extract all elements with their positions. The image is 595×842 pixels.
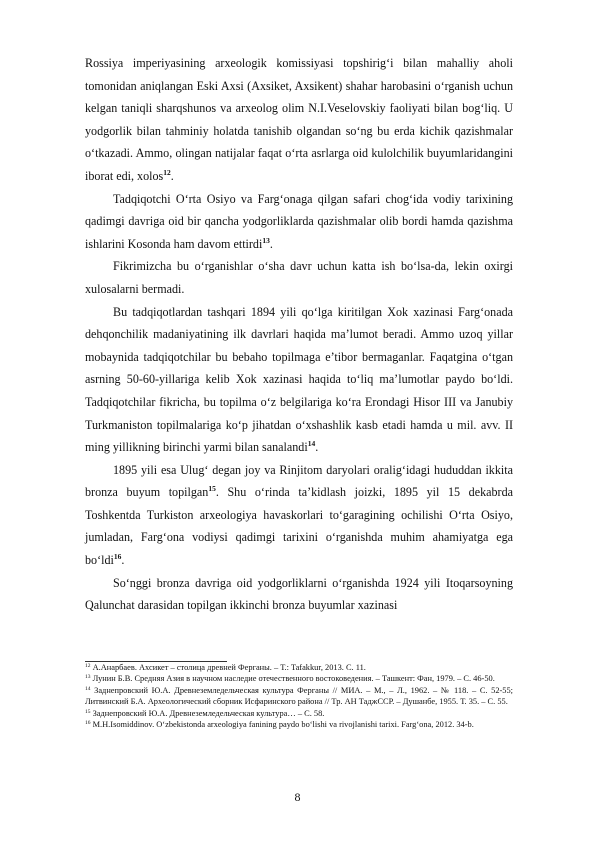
footnote-number: 16 <box>85 720 91 727</box>
footnote-ref-13[interactable]: 13 <box>262 235 270 245</box>
footnote-14 <box>85 685 513 708</box>
footnotes <box>85 662 513 730</box>
footnote-ref-15[interactable]: 15 <box>208 484 216 494</box>
footnote-number: 15 <box>85 708 91 715</box>
footnote-12 <box>85 662 513 673</box>
paragraph-4 <box>85 301 513 459</box>
main-text <box>85 52 513 617</box>
footnote-ref-16[interactable]: 16 <box>113 552 122 562</box>
paragraph-1 <box>85 52 513 188</box>
page-number: 8 <box>294 790 301 804</box>
paragraph-6: So‘nggi bronza davriga oid yodgorliklarni o‘rganishda 1924 yili Itoqarsoyning Qalunchat darasidan topilgan ikkinchi bronza buyumlar xazinasi <box>85 575 513 613</box>
paragraph-1-text: Rossiya imperiyasining arxeologik komissiyasi topshirig‘i bilan mahalliy aholi tomonidan aniqlangan Eski Axsi (Axsiket, Axsikent) shahar harobasini o‘rganish uchun kelgan taniqli sharqshunos va arxeolog olim N.I.Veselovskiy faoliyati bilan bog‘liq. U yodgorlik bilan tahminiy holatda tanishib olgandan so‘ng bu erda kichik qazishmalar o‘tkazadi. Ammo, olingan natijalar faqat o‘rta asrlarga oid kulolchilik buyumlaridangini iborat edi, xolos <box>85 56 513 183</box>
paragraph-2 <box>85 188 513 256</box>
paragraph-5 <box>85 459 513 572</box>
footnote-text: Заднепровский Ю.А. Древнеземледельческая культура Ферганы // МИА. – М., – Л., 1962. – № 118. – С. 52-55; Литвинский Б.А. Археологический сборник Исфаринского района // Тр. АН ТаджССР. – Душанбе, 1955. Т. 35. – С. 55. <box>85 685 514 707</box>
footnote-text: Заднепровский Ю.А. Древнеземледельческая культура… – С. 58. <box>92 708 325 718</box>
footnote-number: 12 <box>85 663 91 669</box>
footnote-number: 14 <box>85 685 91 692</box>
footnote-13 <box>85 673 513 684</box>
footnote-text: Лунин Б.В. Средняя Азия в научном наследие отечественного востоковедения. – Ташкент: Фан, 1979. – С. 46-50. <box>92 674 495 684</box>
paragraph-2-end: . <box>269 236 273 251</box>
paragraph-5-text-b: . Shu o‘rinda ta’kidlash joizki, 1895 yil 15 dekabrda Toshkentda Turkiston arxeologiya havaskorlari to‘garagining ochilishi O‘rta Osiyo, jumladan, Farg‘ona vodiysi qadimgi tarixini o‘rganishda muhim ahamiyatga ega bo‘ldi <box>85 485 513 568</box>
paragraph-4-end: . <box>315 440 319 455</box>
footnote-15 <box>85 708 513 719</box>
paragraph-1-end: . <box>170 168 174 183</box>
footnote-16 <box>85 719 513 730</box>
paragraph-3: Fikrimizcha bu o‘rganishlar o‘sha davr uchun katta ish bo‘lsa-da, lekin oxirgi xulosalarni bermadi. <box>85 259 513 296</box>
footnote-number: 13 <box>85 674 91 681</box>
paragraph-2-text: Tadqiqotchi O‘rta Osiyo va Farg‘onaga qilgan safari chog‘ida vodiy tarixining qadimgi davriga oid bir qancha yodgorliklarda qazishmalar olib bordi hamda qazishma ishlarini Kosonda ham davom ettirdi <box>85 191 513 251</box>
footnote-text: M.H.Isomiddinov. O‘zbekistonda arxeologiya fanining paydo bo‘lishi va rivojlanishi tarixi. Farg‘ona, 2012. 34-b. <box>92 720 474 730</box>
footnote-text: А.Анарбаев. Ахсикет – столица древней Ферганы. – Т.: Tafakkur, 2013. С. 11. <box>92 663 366 672</box>
footnote-ref-14[interactable]: 14 <box>307 439 316 449</box>
paragraph-5-end: . <box>121 553 125 568</box>
paragraph-5-text-a: 1895 yili esa Ulug‘ degan joy va Rinjitom daryolari oralig‘idagi hududdan ikkita bronza buyum topilgan <box>85 462 513 500</box>
paragraph-4-text: Bu tadqiqotlardan tashqari 1894 yili qo‘lga kiritilgan Xok xazinasi Farg‘onada dehqonchilik madaniyatining ilk davrlari haqida ma’lumot beradi. Ammo uzoq yillar mobaynida tadqiqotchilar bu bebaho topilmaga e’tibor bermaganlar. Faqatgina o‘tgan asrning 50-60-yillariga kelib Xok xazinasi haqida to‘liq ma’lumotlar paydo bo‘ldi. Tadqiqotchilar fikricha, bu topilma o‘z belgilariga ko‘ra Erondagi Hisor III va Janubiy Turkmaniston topilmalariga ko‘p jihatdan o‘xshashlik kasb etadi hamda u mil. avv. II ming yillikning birinchi yarmi bilan sanalandi <box>85 304 513 455</box>
footnote-ref-12[interactable]: 12 <box>163 167 171 177</box>
